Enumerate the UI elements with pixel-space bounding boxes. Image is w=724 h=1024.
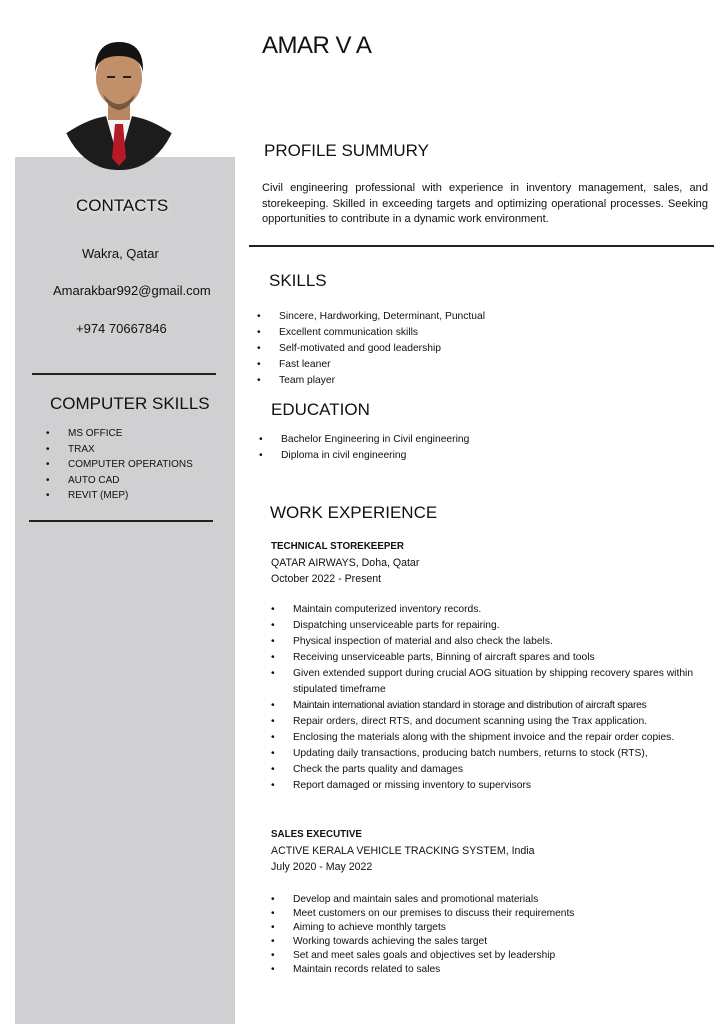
contact-phone: +974 70667846 bbox=[76, 321, 167, 336]
list-item: • Develop and maintain sales and promotional materials bbox=[271, 893, 711, 907]
list-item: • REVIT (MEP) bbox=[46, 488, 193, 504]
list-item: • Diploma in civil engineering bbox=[259, 448, 469, 464]
list-item: • Check the parts quality and damages bbox=[271, 762, 721, 778]
list-item: • Fast leaner bbox=[257, 357, 485, 373]
list-item: • Maintain international aviation standard in storage and distribution of aircraft spares bbox=[271, 698, 721, 714]
profile-heading: PROFILE SUMMURY bbox=[264, 141, 429, 160]
job-duties-list bbox=[271, 893, 711, 977]
list-item: • Updating daily transactions, producing batch numbers, returns to stock (RTS), bbox=[271, 746, 721, 762]
list-item: • Report damaged or missing inventory to supervisors bbox=[271, 778, 721, 794]
job-period: July 2020 - May 2022 bbox=[271, 861, 373, 873]
education-list bbox=[259, 432, 469, 464]
contact-location: Wakra, Qatar bbox=[82, 246, 159, 261]
list-item: • Given extended support during crucial AOG situation by shipping recovery spares within stipulated timeframe bbox=[271, 666, 721, 698]
education-heading: EDUCATION bbox=[271, 400, 370, 419]
list-item: • AUTO CAD bbox=[46, 473, 193, 489]
list-item: • Meet customers on our premises to discuss their requirements bbox=[271, 907, 711, 921]
job-company: QATAR AIRWAYS, Doha, Qatar bbox=[271, 557, 420, 569]
computer-skills-list bbox=[46, 426, 193, 504]
list-item: • Team player bbox=[257, 373, 485, 389]
sidebar-divider bbox=[32, 373, 216, 375]
profile-summary: Civil engineering professional with experience in inventory management, sales, and storekeeping. Skilled in exceeding targets and optimizing operational processes. Seeking opportunities to contribute in a dynamic work environment. bbox=[262, 182, 708, 226]
list-item: • Self-motivated and good leadership bbox=[257, 341, 485, 357]
list-item: • Set and meet sales goals and objectives set by leadership bbox=[271, 949, 711, 963]
skills-heading: SKILLS bbox=[269, 271, 327, 290]
work-experience-heading: WORK EXPERIENCE bbox=[270, 503, 438, 522]
list-item: • Repair orders, direct RTS, and document scanning using the Trax application. bbox=[271, 714, 721, 730]
skills-list bbox=[257, 309, 485, 389]
job-header bbox=[271, 827, 535, 875]
list-item: • Bachelor Engineering in Civil engineering bbox=[259, 432, 469, 448]
job-title: TECHNICAL STOREKEEPER bbox=[271, 541, 405, 552]
job-company: ACTIVE KERALA VEHICLE TRACKING SYSTEM, India bbox=[271, 845, 535, 857]
contact-email: Amarakbar992@gmail.com bbox=[53, 283, 211, 298]
list-item: • Maintain records related to sales bbox=[271, 963, 711, 977]
section-divider bbox=[249, 245, 714, 247]
computer-skills-heading: COMPUTER SKILLS bbox=[50, 394, 210, 413]
job-duties-list bbox=[271, 602, 721, 794]
candidate-name: AMAR V A bbox=[262, 32, 372, 59]
list-item: • Dispatching unserviceable parts for repairing. bbox=[271, 618, 721, 634]
list-item: • Enclosing the materials along with the shipment invoice and the repair order copies. bbox=[271, 730, 721, 746]
list-item: • Physical inspection of material and also check the labels. bbox=[271, 634, 721, 650]
job-period: October 2022 - Present bbox=[271, 573, 382, 585]
list-item: • Working towards achieving the sales target bbox=[271, 935, 711, 949]
sidebar-divider bbox=[29, 520, 213, 522]
list-item: • TRAX bbox=[46, 442, 193, 458]
list-item: • Maintain computerized inventory records. bbox=[271, 602, 721, 618]
list-item: • COMPUTER OPERATIONS bbox=[46, 457, 193, 473]
contacts-heading: CONTACTS bbox=[76, 196, 169, 215]
list-item: • Sincere, Hardworking, Determinant, Punctual bbox=[257, 309, 485, 325]
profile-photo bbox=[58, 32, 180, 170]
list-item: • Receiving unserviceable parts, Binning of aircraft spares and tools bbox=[271, 650, 721, 666]
job-header bbox=[271, 539, 419, 587]
job-title: SALES EXECUTIVE bbox=[271, 829, 362, 840]
list-item: • MS OFFICE bbox=[46, 426, 193, 442]
list-item: • Excellent communication skills bbox=[257, 325, 485, 341]
list-item: • Aiming to achieve monthly targets bbox=[271, 921, 711, 935]
